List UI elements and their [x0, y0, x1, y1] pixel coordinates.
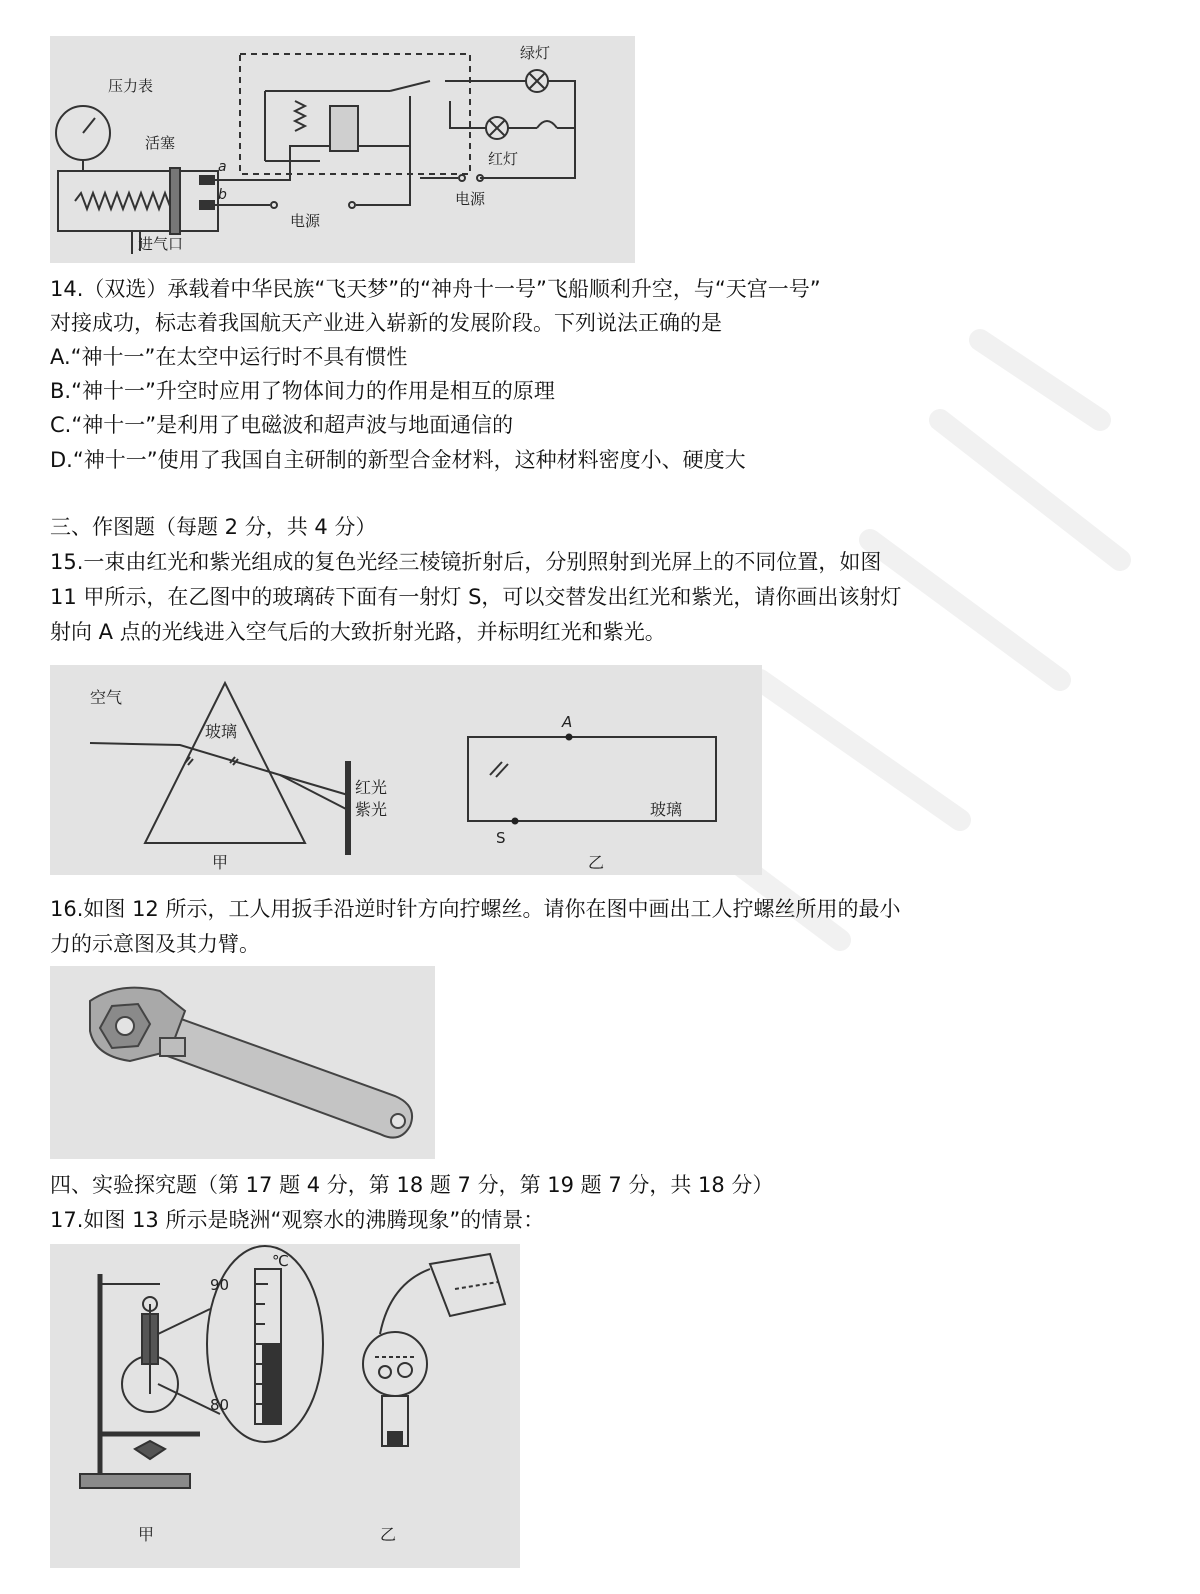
label-celsius: ℃ — [272, 1252, 289, 1270]
label-point-s: S — [496, 829, 506, 847]
q14-stem-line-1: 14.（双选）承载着中华民族“飞天梦”的“神舟十一号”飞船顺利升空，与“天宫一号” — [50, 277, 821, 301]
q14-option-b: B.“神十一”升空时应用了物体间力的作用是相互的原理 — [50, 379, 555, 403]
label-jia: 甲 — [212, 853, 229, 872]
label-tick-80: 80 — [210, 1396, 230, 1414]
figure-wrench — [50, 966, 435, 1159]
label-jia-2: 甲 — [138, 1525, 155, 1544]
q14-stem-line-2: 对接成功，标志着我国航天产业进入崭新的发展阶段。下列说法正确的是 — [50, 311, 722, 335]
label-b: b — [218, 187, 227, 203]
label-piston: 活塞 — [145, 134, 176, 152]
figure-boiling-water — [50, 1244, 520, 1568]
figure-prism-glass — [50, 665, 762, 875]
label-green-lamp: 绿灯 — [520, 44, 551, 62]
label-glass: 玻璃 — [205, 722, 238, 741]
section-4-heading: 四、实验探究题（第 17 题 4 分，第 18 题 7 分，第 19 题 7 分，共 18 分） — [50, 1173, 774, 1197]
label-point-a: A — [562, 713, 573, 731]
q16-line-2: 力的示意图及其力臂。 — [50, 932, 260, 956]
label-yi: 乙 — [588, 853, 605, 872]
q17-line-1: 17.如图 13 所示是晓洲“观察水的沸腾现象”的情景： — [50, 1208, 545, 1232]
label-tick-90: 90 — [210, 1276, 230, 1294]
label-red-light: 红光 — [355, 778, 388, 797]
q15-line-3: 射向 A 点的光线进入空气后的大致折射光路，并标明红光和紫光。 — [50, 620, 666, 644]
figure-pressure-alarm — [50, 36, 635, 263]
label-red-lamp: 红灯 — [488, 150, 519, 168]
label-air: 空气 — [90, 688, 123, 707]
label-gauge: 压力表 — [108, 77, 154, 95]
label-purple-light: 紫光 — [355, 800, 388, 819]
label-glass-block: 玻璃 — [650, 800, 683, 819]
q15-line-2: 11 甲所示，在乙图中的玻璃砖下面有一射灯 S，可以交替发出红光和紫光，请你画出该射灯 — [50, 585, 902, 609]
q16-line-1: 16.如图 12 所示，工人用扳手沿逆时针方向拧螺丝。请你在图中画出工人拧螺丝所用的最小 — [50, 897, 901, 921]
q14-option-d: D.“神十一”使用了我国自主研制的新型合金材料，这种材料密度小、硬度大 — [50, 448, 746, 472]
q14-option-a: A.“神十一”在太空中运行时不具有惯性 — [50, 345, 408, 369]
section-3-heading: 三、作图题（每题 2 分，共 4 分） — [50, 515, 377, 539]
label-inlet: 进气口 — [138, 235, 184, 253]
q14-option-c: C.“神十一”是利用了电磁波和超声波与地面通信的 — [50, 413, 514, 437]
label-a: a — [218, 159, 227, 175]
q15-line-1: 15.一束由红光和紫光组成的复色光经三棱镜折射后，分别照射到光屏上的不同位置，如图 — [50, 550, 882, 574]
label-yi-2: 乙 — [380, 1525, 397, 1544]
label-power-2: 电源 — [455, 190, 486, 208]
label-power-1: 电源 — [290, 212, 321, 230]
